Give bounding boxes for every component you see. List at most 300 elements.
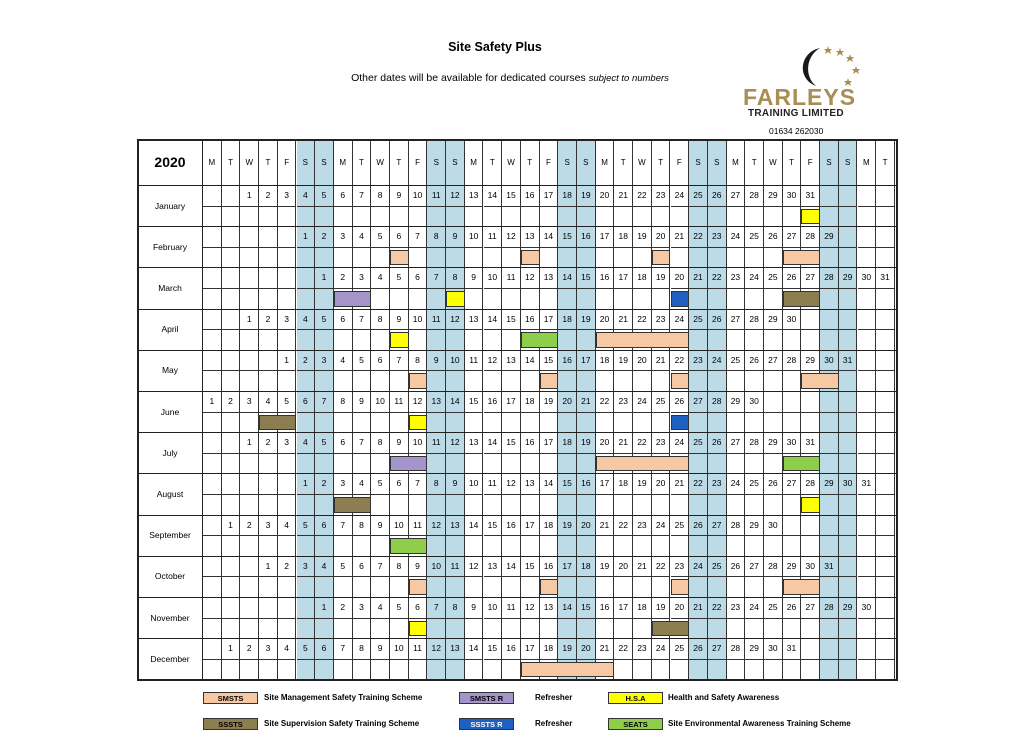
date-cell: 5 (297, 639, 316, 660)
date-cell: 5 (390, 268, 409, 289)
day-header: S (689, 139, 708, 186)
course-cell (708, 330, 727, 351)
course-cell (446, 248, 465, 269)
date-cell: 6 (315, 516, 334, 537)
course-cell (745, 371, 764, 392)
course-cell (839, 660, 858, 681)
course-cell (278, 577, 297, 598)
day-header: T (652, 139, 671, 186)
month-label: May (161, 365, 179, 376)
course-cell (745, 619, 764, 640)
course-cell (315, 660, 334, 681)
course-cell (652, 289, 671, 310)
date-cell: 16 (558, 351, 577, 372)
date-cell: 17 (596, 227, 615, 248)
course-cell (614, 536, 633, 557)
logo-name: FARLEYS (743, 84, 857, 110)
course-bar (671, 373, 690, 389)
date-cell: 29 (727, 392, 746, 413)
course-cell (278, 454, 297, 475)
date-cell (222, 557, 241, 578)
course-cell (671, 248, 690, 269)
course-cell (689, 619, 708, 640)
course-cell (876, 495, 895, 516)
course-cell (764, 495, 783, 516)
course-cell (558, 289, 577, 310)
course-cell (745, 660, 764, 681)
course-cell (671, 207, 690, 228)
subtitle-text: Other dates will be available for dedicated courses (351, 72, 589, 84)
day-header: S (297, 139, 316, 186)
date-cell: 2 (240, 516, 259, 537)
date-cell: 7 (371, 557, 390, 578)
course-cell (727, 577, 746, 598)
course-cell (708, 495, 727, 516)
course-cell (446, 619, 465, 640)
date-cell: 17 (577, 351, 596, 372)
course-cell (596, 619, 615, 640)
course-cell (839, 207, 858, 228)
date-cell: 2 (315, 227, 334, 248)
date-cell: 20 (652, 474, 671, 495)
date-cell (858, 639, 877, 660)
date-cell: 13 (465, 186, 484, 207)
legend-swatch: H.S.A (608, 692, 663, 704)
course-cell (259, 207, 278, 228)
course-cell (502, 619, 521, 640)
course-cell (465, 577, 484, 598)
course-cell (203, 207, 222, 228)
date-cell: 5 (334, 557, 353, 578)
date-cell (839, 639, 858, 660)
date-cell: 11 (409, 516, 428, 537)
date-cell: 22 (614, 516, 633, 537)
date-cell: 11 (446, 557, 465, 578)
date-cell: 7 (353, 186, 372, 207)
course-cell (203, 371, 222, 392)
date-cell: 1 (222, 516, 241, 537)
course-cell (278, 207, 297, 228)
date-cell: 20 (633, 351, 652, 372)
date-cell: 1 (203, 392, 222, 413)
course-cell (240, 495, 259, 516)
date-cell: 14 (540, 227, 559, 248)
course-cell (353, 207, 372, 228)
date-cell: 15 (521, 557, 540, 578)
date-cell: 2 (297, 351, 316, 372)
course-cell (633, 536, 652, 557)
date-cell: 26 (689, 516, 708, 537)
date-cell: 15 (484, 639, 503, 660)
date-cell: 2 (259, 433, 278, 454)
course-cell (502, 248, 521, 269)
course-cell (764, 248, 783, 269)
date-cell: 25 (689, 310, 708, 331)
course-cell (465, 289, 484, 310)
date-cell: 13 (465, 433, 484, 454)
date-cell: 1 (222, 639, 241, 660)
course-cell (222, 660, 241, 681)
date-cell: 30 (764, 639, 783, 660)
course-cell (633, 619, 652, 640)
course-cell (371, 371, 390, 392)
course-cell (371, 454, 390, 475)
day-header: T (745, 139, 764, 186)
course-cell (521, 371, 540, 392)
date-cell: 10 (409, 310, 428, 331)
date-cell: 25 (764, 598, 783, 619)
course-bar (540, 579, 559, 595)
course-cell (839, 495, 858, 516)
date-cell: 9 (353, 392, 372, 413)
course-cell (371, 248, 390, 269)
date-cell: 9 (409, 557, 428, 578)
course-cell (334, 330, 353, 351)
date-cell: 24 (652, 639, 671, 660)
course-cell (278, 619, 297, 640)
date-cell (876, 639, 895, 660)
date-cell: 6 (315, 639, 334, 660)
date-cell: 29 (820, 474, 839, 495)
date-cell: 21 (652, 351, 671, 372)
date-cell: 4 (278, 639, 297, 660)
date-cell: 23 (633, 516, 652, 537)
date-cell: 3 (334, 474, 353, 495)
course-cell (801, 619, 820, 640)
day-header: W (371, 139, 390, 186)
course-cell (222, 454, 241, 475)
date-cell: 6 (334, 186, 353, 207)
date-cell: 20 (596, 433, 615, 454)
course-cell (820, 577, 839, 598)
course-cell (222, 289, 241, 310)
course-cell (540, 536, 559, 557)
company-logo (735, 40, 875, 140)
course-cell (390, 289, 409, 310)
course-cell (540, 289, 559, 310)
date-cell: 30 (783, 310, 802, 331)
course-cell (353, 536, 372, 557)
date-cell: 27 (708, 516, 727, 537)
date-cell: 19 (614, 351, 633, 372)
course-cell (353, 660, 372, 681)
date-cell: 2 (334, 268, 353, 289)
course-cell (334, 619, 353, 640)
date-cell (278, 227, 297, 248)
course-cell (558, 577, 577, 598)
course-cell (521, 207, 540, 228)
course-cell (240, 248, 259, 269)
course-cell (745, 454, 764, 475)
date-cell (222, 310, 241, 331)
date-cell (820, 639, 839, 660)
date-cell (839, 516, 858, 537)
date-cell: 19 (633, 474, 652, 495)
course-cell (876, 660, 895, 681)
date-cell: 17 (596, 474, 615, 495)
course-cell (465, 413, 484, 434)
day-header: W (240, 139, 259, 186)
date-cell: 24 (689, 557, 708, 578)
date-cell: 10 (390, 639, 409, 660)
date-cell (240, 474, 259, 495)
logo-subtitle: TRAINING LIMITED (748, 108, 844, 119)
date-cell: 2 (240, 639, 259, 660)
date-cell: 2 (222, 392, 241, 413)
course-cell (614, 248, 633, 269)
course-cell (764, 577, 783, 598)
date-cell: 29 (820, 227, 839, 248)
date-cell: 4 (353, 474, 372, 495)
course-cell (222, 413, 241, 434)
date-cell: 21 (596, 639, 615, 660)
course-bar (801, 209, 820, 225)
date-cell: 2 (259, 186, 278, 207)
course-cell (297, 248, 316, 269)
course-cell (708, 660, 727, 681)
date-cell: 19 (633, 227, 652, 248)
date-cell: 30 (858, 598, 877, 619)
course-cell (858, 207, 877, 228)
course-cell (558, 371, 577, 392)
date-cell (203, 433, 222, 454)
course-cell (259, 577, 278, 598)
date-cell: 7 (334, 639, 353, 660)
course-cell (465, 207, 484, 228)
date-cell: 28 (745, 186, 764, 207)
course-cell (577, 495, 596, 516)
date-cell: 10 (371, 392, 390, 413)
course-cell (764, 289, 783, 310)
date-cell (240, 598, 259, 619)
date-cell: 31 (820, 557, 839, 578)
course-cell (558, 454, 577, 475)
date-cell: 27 (727, 186, 746, 207)
date-cell: 13 (521, 227, 540, 248)
course-cell (558, 413, 577, 434)
date-cell: 13 (465, 310, 484, 331)
date-cell: 6 (353, 557, 372, 578)
date-cell: 31 (858, 474, 877, 495)
date-cell: 13 (484, 557, 503, 578)
date-cell: 7 (427, 598, 446, 619)
course-cell (858, 660, 877, 681)
course-cell (521, 536, 540, 557)
course-cell (839, 577, 858, 598)
date-cell (858, 227, 877, 248)
course-cell (203, 660, 222, 681)
date-cell: 23 (727, 268, 746, 289)
day-header: M (858, 139, 877, 186)
date-cell: 5 (353, 351, 372, 372)
course-cell (427, 495, 446, 516)
course-cell (353, 248, 372, 269)
month-label: August (156, 489, 184, 499)
course-cell (484, 413, 503, 434)
date-cell: 19 (652, 598, 671, 619)
date-cell (222, 474, 241, 495)
course-cell (240, 413, 259, 434)
course-cell (876, 577, 895, 598)
course-cell (577, 248, 596, 269)
course-cell (596, 536, 615, 557)
date-cell (876, 516, 895, 537)
course-cell (689, 289, 708, 310)
date-cell: 19 (577, 310, 596, 331)
date-cell: 23 (614, 392, 633, 413)
course-cell (315, 495, 334, 516)
course-cell (652, 495, 671, 516)
date-cell: 1 (240, 433, 259, 454)
date-cell (839, 557, 858, 578)
course-cell (727, 248, 746, 269)
date-cell (876, 310, 895, 331)
course-bar (783, 250, 820, 266)
date-cell: 17 (521, 516, 540, 537)
course-cell (858, 371, 877, 392)
course-bar (783, 579, 820, 595)
date-cell: 29 (745, 516, 764, 537)
date-cell: 28 (783, 351, 802, 372)
legend-label: Health and Safety Awareness (668, 693, 780, 702)
course-bar (652, 250, 671, 266)
course-cell (614, 619, 633, 640)
course-cell (222, 495, 241, 516)
day-header: T (390, 139, 409, 186)
date-cell: 17 (614, 268, 633, 289)
course-cell (689, 207, 708, 228)
course-cell (502, 330, 521, 351)
date-cell: 22 (614, 639, 633, 660)
course-cell (596, 289, 615, 310)
course-cell (708, 289, 727, 310)
date-cell: 27 (708, 639, 727, 660)
date-cell: 31 (876, 268, 895, 289)
course-cell (633, 413, 652, 434)
course-bar (409, 373, 428, 389)
course-cell (577, 413, 596, 434)
month-label: June (160, 406, 180, 417)
course-cell (259, 371, 278, 392)
date-cell (820, 516, 839, 537)
course-bar (334, 291, 371, 307)
date-cell: 7 (409, 227, 428, 248)
course-cell (689, 577, 708, 598)
date-cell: 3 (259, 639, 278, 660)
date-cell: 29 (764, 310, 783, 331)
date-cell: 25 (745, 474, 764, 495)
month-divider (137, 391, 898, 392)
course-cell (502, 660, 521, 681)
course-cell (801, 330, 820, 351)
course-bar (596, 456, 690, 472)
month-divider (137, 432, 898, 433)
date-cell: 16 (521, 186, 540, 207)
date-cell: 13 (446, 516, 465, 537)
date-cell: 21 (614, 186, 633, 207)
date-cell: 16 (484, 392, 503, 413)
date-cell: 28 (708, 392, 727, 413)
date-cell: 27 (783, 227, 802, 248)
date-cell (801, 310, 820, 331)
date-cell: 2 (334, 598, 353, 619)
date-cell: 13 (521, 474, 540, 495)
date-cell: 17 (540, 433, 559, 454)
course-cell (820, 289, 839, 310)
date-cell: 23 (671, 557, 690, 578)
date-cell: 4 (297, 310, 316, 331)
course-cell (409, 330, 428, 351)
date-cell: 13 (446, 639, 465, 660)
course-cell (858, 330, 877, 351)
course-cell (484, 371, 503, 392)
legend-label: Site Management Safety Training Scheme (264, 693, 423, 702)
date-cell: 5 (371, 474, 390, 495)
date-cell: 20 (614, 557, 633, 578)
course-cell (783, 619, 802, 640)
course-cell (297, 577, 316, 598)
date-cell: 15 (540, 351, 559, 372)
date-cell: 16 (502, 516, 521, 537)
date-cell (876, 433, 895, 454)
course-cell (203, 330, 222, 351)
course-cell (521, 495, 540, 516)
date-cell: 16 (596, 598, 615, 619)
course-cell (689, 660, 708, 681)
course-cell (371, 577, 390, 598)
date-cell: 20 (652, 227, 671, 248)
date-cell: 26 (783, 598, 802, 619)
course-cell (727, 454, 746, 475)
legend-label: Refresher (535, 693, 573, 702)
course-cell (577, 536, 596, 557)
month-divider (137, 638, 898, 639)
month-label: March (158, 283, 182, 293)
date-cell: 16 (521, 433, 540, 454)
day-header: F (278, 139, 297, 186)
date-cell: 10 (465, 474, 484, 495)
date-cell: 26 (689, 639, 708, 660)
course-cell (427, 289, 446, 310)
month-label: November (150, 612, 190, 623)
date-cell (858, 516, 877, 537)
course-cell (427, 330, 446, 351)
date-cell: 12 (521, 268, 540, 289)
date-cell (876, 598, 895, 619)
course-cell (409, 207, 428, 228)
date-cell: 29 (839, 268, 858, 289)
course-cell (839, 330, 858, 351)
course-bar (521, 332, 558, 348)
date-cell: 15 (558, 227, 577, 248)
course-cell (652, 536, 671, 557)
course-cell (839, 248, 858, 269)
date-cell: 26 (783, 268, 802, 289)
date-cell: 31 (801, 433, 820, 454)
course-cell (259, 289, 278, 310)
course-cell (764, 413, 783, 434)
course-cell (371, 413, 390, 434)
course-cell (876, 619, 895, 640)
course-cell (764, 536, 783, 557)
course-cell (614, 371, 633, 392)
course-cell (764, 371, 783, 392)
course-cell (820, 207, 839, 228)
course-cell (259, 536, 278, 557)
date-cell: 3 (353, 598, 372, 619)
course-bar (259, 415, 296, 431)
date-cell: 11 (427, 186, 446, 207)
